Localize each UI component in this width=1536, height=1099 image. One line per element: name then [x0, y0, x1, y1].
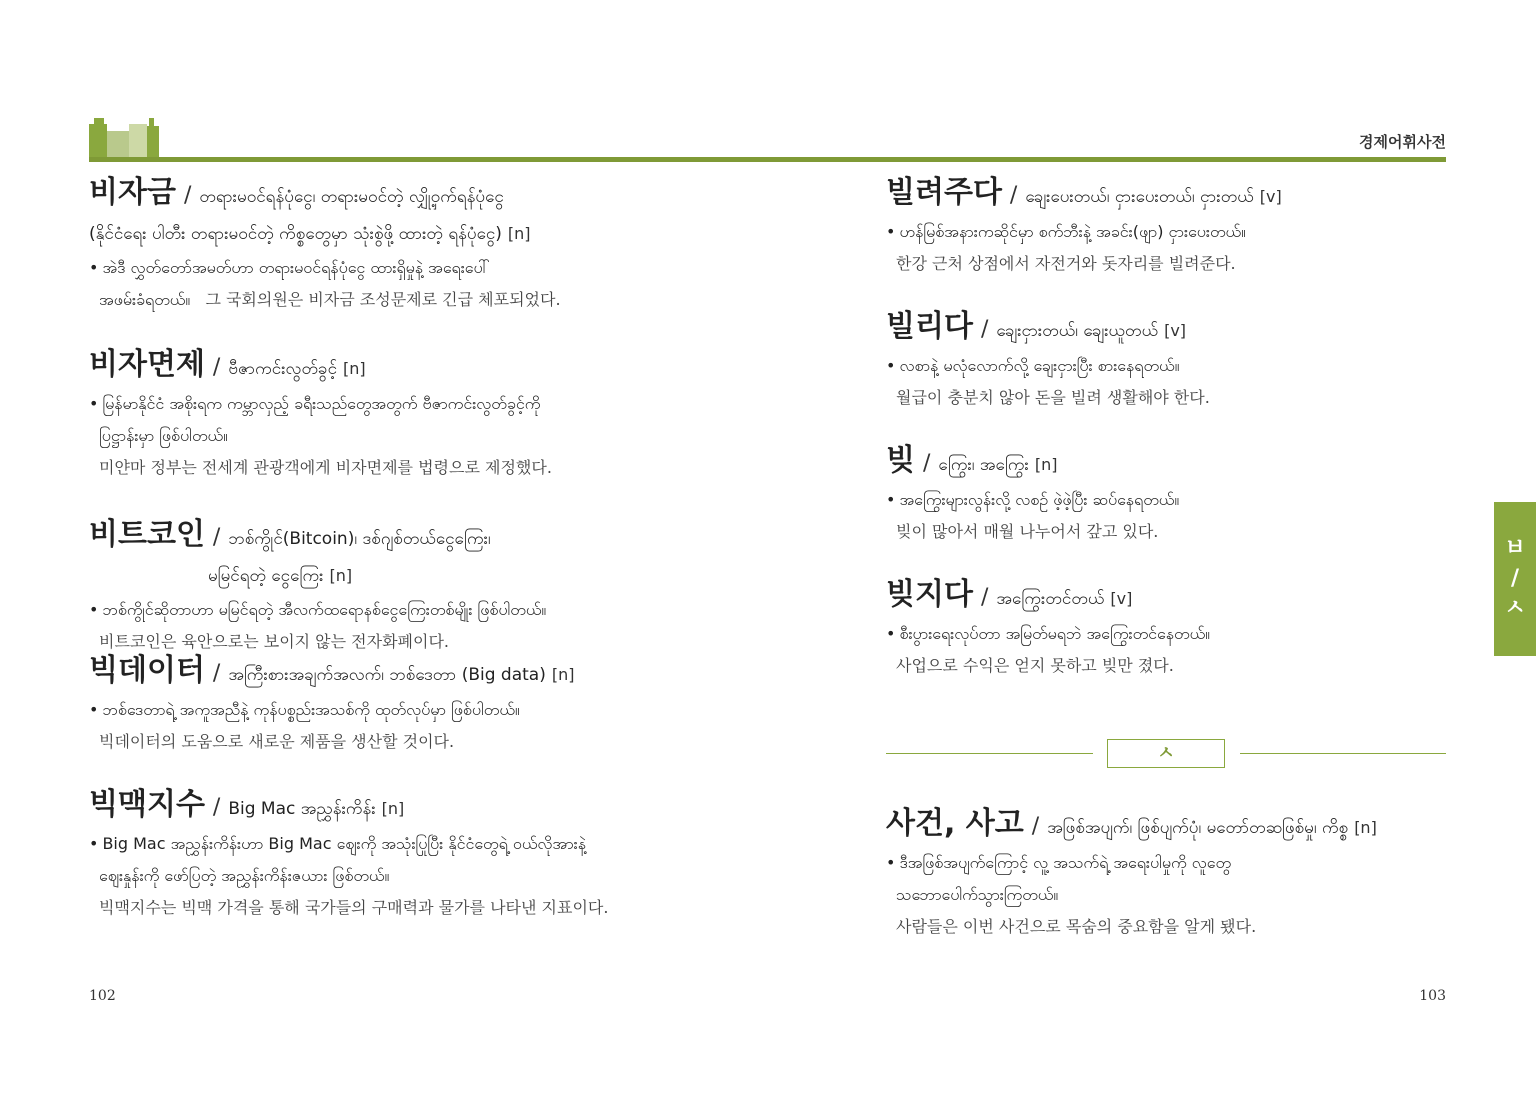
headword: 사건, 사고 [886, 806, 1024, 841]
korean-example: 빅맥지수는 빅맥 가격을 통해 국가들의 구매력과 물가를 나타낸 지표이다. [99, 898, 609, 917]
page-number-right: 103 [1419, 988, 1446, 1004]
dictionary-entry: 비자금 / တရားမဝင်ရန်ပုံငွေ၊ တရားမဝင်တဲ့ လျှို့ဝှက်ရန်ပုံငွေ (နိုင်ငံရေး ပါတီး တရားမဝင်တဲ့ ကိစ္စတွေမှာ သုံးစွဲဖို့ ထားတဲ့ ရန်ပုံငွေ) [n] • အဲဒီ လွှတ်တော်အမတ်ဟာ တရားမဝင်ရန်ပုံငွေ ထားရှိမှုနဲ့ အရေးပေါ် အဖမ်းခံရတယ်။ 그 국회의원은 비자금 조성문제로 긴급 체포되었다. [89, 175, 561, 309]
example-sentence: ဘစ်ဒေတာရဲ့ အကူအညီနဲ့ ကုန်ပစ္စည်းအသစ်ကို ထုတ်လုပ်မှာ ဖြစ်ပါတယ်။ [102, 700, 520, 719]
korean-example: 월급이 충분치 않아 돈을 빌려 생활해야 한다. [896, 388, 1210, 407]
left-column [89, 174, 709, 924]
korean-example: 빅데이터의 도움으로 새로운 제품을 생산할 것이다. [99, 732, 455, 751]
korean-example: 비트코인은 육안으로는 보이지 않는 전자화폐이다. [99, 632, 450, 651]
definition: ချေးငှားတယ်၊ ချေးယူတယ် [996, 321, 1159, 341]
index-tab[interactable] [1494, 502, 1536, 656]
index-tab-letter-bottom: ㅅ [1504, 596, 1526, 621]
example-sentence: အဲဒီ လွှတ်တော်အမတ်ဟာ တရားမဝင်ရန်ပုံငွေ ထားရှိမှုနဲ့ အရေးပေါ် [102, 258, 490, 277]
dictionary-entry: 빌려주다 / ချေးပေးတယ်၊ ငှားပေးတယ်၊ ငှားတယ် [v] • ဟန်မြစ်အနားကဆိုင်မှာ စက်ဘီးနဲ့ အခင်း(ဖျာ) ငှားပေးတယ်။ 한강 근처 상점에서 자전거와 돗자리를 빌려준다. [886, 175, 1282, 273]
headword: 빌려주다 [886, 175, 1002, 210]
headword: 비트코인 [89, 517, 205, 552]
headword: 비자금 [89, 175, 176, 210]
right-column-lower [886, 805, 1446, 943]
part-of-speech: [n] [329, 566, 353, 585]
example-sentence: စီးပွားရေးလုပ်တာ အမြတ်မရဘဲ အကြွေးတင်နေတယ်။ [899, 624, 1210, 643]
dictionary-entry: 빚 / ကြွေး၊ အကြွေး [n] • အကြွေးများလွန်းလို့ လစဉ် ဖဲ့ဖဲ့ပြီး ဆပ်နေရတယ်။ 빚이 많아서 매월 나누어서 갚고 있다. [886, 443, 1180, 541]
header-decoration-bar-2 [94, 118, 104, 128]
right-column [886, 174, 1446, 682]
dictionary-entry: 빅맥지수 / Big Mac အညွှန်းကိန်း [n] • Big Mac အညွှန်းကိန်းဟာ Big Mac ဈေးကို အသုံးပြုပြီး နိုင်ငံတွေရဲ့ ဝယ်လိုအားနဲ့ ဈေးနှုန်းကို ဖော်ပြတဲ့ အညွှန်းကိန်းဇယား ဖြစ်တယ်။ 빅맥지수는 빅맥 가격을 통해 국가들의 구매력과 물가를 나타낸 지표이다. [89, 787, 609, 917]
separator-line-right [1240, 753, 1446, 754]
example-sentence: လစာနဲ့ မလုံလောက်လို့ ချေးငှားပြီး စားနေရတယ်။ [899, 356, 1180, 375]
header-decoration-bar-6 [149, 118, 154, 128]
korean-example: 그 국회의원은 비자금 조성문제로 긴급 체포되었다. [205, 290, 561, 309]
dictionary-entry: 빚지다 / အကြွေးတင်တယ် [v] • စီးပွားရေးလုပ်တာ အမြတ်မရဘဲ အကြွေးတင်နေတယ်။ 사업으로 수익은 얻지 못하고 빚만 졌다. [886, 577, 1210, 675]
part-of-speech: [n] [381, 799, 405, 818]
part-of-speech: [n] [1034, 455, 1058, 474]
separator-line-left [886, 753, 1093, 754]
dictionary-entry: 사건, 사고 / အဖြစ်အပျက်၊ ဖြစ်ပျက်ပုံ၊ မတော်တဆဖြစ်မှု၊ ကိစ္စ [n] • ဒီအဖြစ်အပျက်ကြောင့် လူ့ အသက်ရဲ့ အရေးပါမှုကို လူတွေ သဘောပေါက်သွားကြတယ်။ 사람들은 이번 사건으로 목숨의 중요함을 알게 됐다. [886, 806, 1377, 936]
page-number-left: 102 [89, 988, 116, 1004]
definition: Big Mac အညွှန်းကိန်း [228, 799, 376, 819]
korean-example: 한강 근처 상점에서 자전거와 돗자리를 빌려준다. [896, 254, 1236, 273]
header-rule [89, 157, 1446, 162]
dictionary-entry: 빌리다 / ချေးငှားတယ်၊ ချေးယူတယ် [v] • လစာနဲ့ မလုံလောက်လို့ ချေးငှားပြီး စားနေရတယ်။ 월급이 충분치 않아 돈을 빌려 생활해야 한다. [886, 309, 1210, 407]
definition: အကြီးစားအချက်အလက်၊ ဘစ်ဒေတာ (Big data) [228, 665, 546, 685]
example-sentence: Big Mac အညွှန်းကိန်းဟာ Big Mac ဈေးကို အသုံးပြုပြီး နိုင်ငံတွေရဲ့ ဝယ်လိုအားနဲ့ [102, 834, 586, 853]
section-separator [886, 739, 1446, 769]
part-of-speech: [v] [1259, 187, 1282, 206]
example-sentence: အကြွေးများလွန်းလို့ လစဉ် ဖဲ့ဖဲ့ပြီး ဆပ်နေရတယ်။ [899, 490, 1180, 509]
header-decoration-bar-5 [147, 126, 159, 158]
example-sentence-continued: ပြဋ္ဌာန်းမှာ ဖြစ်ပါတယ်။ [99, 426, 228, 445]
part-of-speech: [n] [507, 224, 531, 243]
definition: ဘစ်ကွိုင်(Bitcoin)၊ ဒစ်ဂျစ်တယ်ငွေကြေး၊ [228, 529, 491, 549]
header-decoration-bar-3 [107, 131, 129, 158]
headword: 빚 [886, 443, 915, 478]
part-of-speech: [n] [551, 665, 575, 684]
headword: 빅데이터 [89, 653, 205, 688]
header-decoration-bar-4 [129, 124, 147, 158]
definition: တရားမဝင်ရန်ပုံငွေ၊ တရားမဝင်တဲ့ လျှို့ဝှက်ရန်ပုံငွေ [199, 187, 504, 207]
index-tab-letter-top: ㅂ [1504, 536, 1526, 561]
section-letter: ㅅ [1107, 739, 1225, 768]
korean-example: 사람들은 이번 사건으로 목숨의 중요함을 알게 됐다. [896, 917, 1257, 936]
headword: 빌리다 [886, 309, 973, 344]
example-sentence-continued: ဈေးနှုန်းကို ဖော်ပြတဲ့ အညွှန်းကိန်းဇယား ဖြစ်တယ်။ [99, 866, 390, 885]
definition: ကြွေး၊ အကြွေး [938, 455, 1029, 475]
definition: အကြွေးတင်တယ် [996, 589, 1105, 609]
example-sentence-continued: အဖမ်းခံရတယ်။ [99, 290, 191, 309]
example-sentence: ဒီအဖြစ်အပျက်ကြောင့် လူ့ အသက်ရဲ့ အရေးပါမှုကို လူတွေ [899, 853, 1232, 872]
part-of-speech: [n] [1354, 818, 1377, 837]
korean-example: 사업으로 수익은 얻지 못하고 빚만 졌다. [896, 656, 1174, 675]
dictionary-entry: 비트코인 / ဘစ်ကွိုင်(Bitcoin)၊ ဒစ်ဂျစ်တယ်ငွေကြေး၊ မမြင်ရတဲ့ ငွေကြေး [n] • ဘစ်ကွိုင်ဆိုတာဟာ မမြင်ရတဲ့ အီလက်ထရောနစ်ငွေကြေးတစ်မျိုး ဖြစ်ပါတယ်။ 비트코인은 육안으로는 보이지 않는 전자화폐이다. [89, 517, 547, 651]
header-decoration-bar-1 [89, 124, 107, 158]
part-of-speech: [n] [343, 359, 366, 378]
dictionary-entry: 빅데이터 / အကြီးစားအချက်အလက်၊ ဘစ်ဒေတာ (Big data) [n] • ဘစ်ဒေတာရဲ့ အကူအညီနဲ့ ကုန်ပစ္စည်းအသစ်ကို ထုတ်လုပ်မှာ ဖြစ်ပါတယ်။ 빅데이터의 도움으로 새로운 제품을 생산할 것이다. [89, 653, 575, 751]
korean-example: 미얀마 정부는 전세계 관광객에게 비자면제를 법령으로 제정했다. [99, 458, 552, 477]
definition: အဖြစ်အပျက်၊ ဖြစ်ပျက်ပုံ၊ မတော်တဆဖြစ်မှု၊ ကိစ္စ [1047, 818, 1349, 838]
headword: 빚지다 [886, 577, 973, 612]
definition: ချေးပေးတယ်၊ ငှားပေးတယ်၊ ငှားတယ် [1025, 187, 1254, 207]
book-title: 경제어휘사전 [1359, 133, 1446, 151]
part-of-speech: [v] [1164, 321, 1187, 340]
part-of-speech: [v] [1110, 589, 1133, 608]
headword: 빅맥지수 [89, 787, 205, 822]
example-sentence-continued: သဘောပေါက်သွားကြတယ်။ [896, 885, 1059, 904]
definition: ဗီဇာကင်းလွတ်ခွင့် [228, 359, 338, 379]
definition-continued: (နိုင်ငံရေး ပါတီး တရားမဝင်တဲ့ ကိစ္စတွေမှာ သုံးစွဲဖို့ ထားတဲ့ ရန်ပုံငွေ) [89, 224, 502, 244]
headword: 비자면제 [89, 347, 205, 382]
index-tab-slash: / [1510, 566, 1520, 591]
example-sentence: မြန်မာနိုင်ငံ အစိုးရက ကမ္ဘာလှည့် ခရီးသည်တွေအတွက် ဗီဇာကင်းလွတ်ခွင့်ကို [102, 394, 541, 413]
definition-continued: မမြင်ရတဲ့ ငွေကြေး [208, 566, 324, 586]
example-sentence: ဟန်မြစ်အနားကဆိုင်မှာ စက်ဘီးနဲ့ အခင်း(ဖျာ) ငှားပေးတယ်။ [899, 222, 1246, 241]
korean-example: 빚이 많아서 매월 나누어서 갚고 있다. [896, 522, 1159, 541]
dictionary-entry: 비자면제 / ဗီဇာကင်းလွတ်ခွင့် [n] • မြန်မာနိုင်ငံ အစိုးရက ကမ္ဘာလှည့် ခရီးသည်တွေအတွက် ဗီဇာကင်းလွတ်ခွင့်ကို ပြဋ္ဌာန်းမှာ ဖြစ်ပါတယ်။ 미얀마 정부는 전세계 관광객에게 비자면제를 법령으로 제정했다. [89, 347, 552, 477]
example-sentence: ဘစ်ကွိုင်ဆိုတာဟာ မမြင်ရတဲ့ အီလက်ထရောနစ်ငွေကြေးတစ်မျိုး ဖြစ်ပါတယ်။ [102, 600, 547, 619]
